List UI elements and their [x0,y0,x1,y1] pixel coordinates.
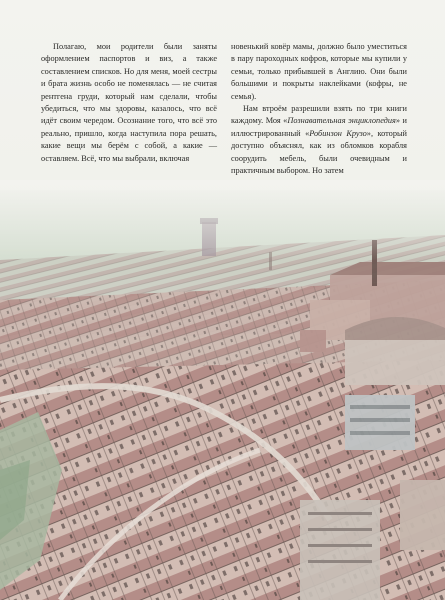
book-title: Робинзон Крузо [309,128,367,138]
paragraph: Полагаю, мои родители были заняты оформлением паспортов и виз, а также составлением списков. Но для меня, моей сестры и брата жизнь особо не поменялась — не считая рентгена груди, который нам сделали, чтобы убедиться, что мы здоровы, казалось, что всё идёт своим чередом. Осознание того, что всё это реально, пришло, когда наступила пора решать, какие вещи мы берём с собой, а какие — оставляем. Всё, что мы выбрали, включая [41,42,217,163]
paragraph: новенький ковёр мамы, должно было уместиться в пару пароходных кофров, которые мы купили у семьи, только прибывшей в Англию. Они были большими и покрыты наклейками (кофры, не семья). [231,42,407,101]
text-span: Нам втроём разрешили взять по три книги каждому. Моя « [231,104,407,126]
text-span: », который доступно объяснял, как из обломков корабля соорудить мебель, были очевидным и практичным выбором. Но затем [231,128,407,176]
text-column-right [231,41,407,177]
text-column-left [41,41,217,165]
book-title: Познавательная энциклопедия [287,116,396,126]
text-span: » и иллюстрированный « [231,116,407,138]
paragraph [231,103,407,177]
